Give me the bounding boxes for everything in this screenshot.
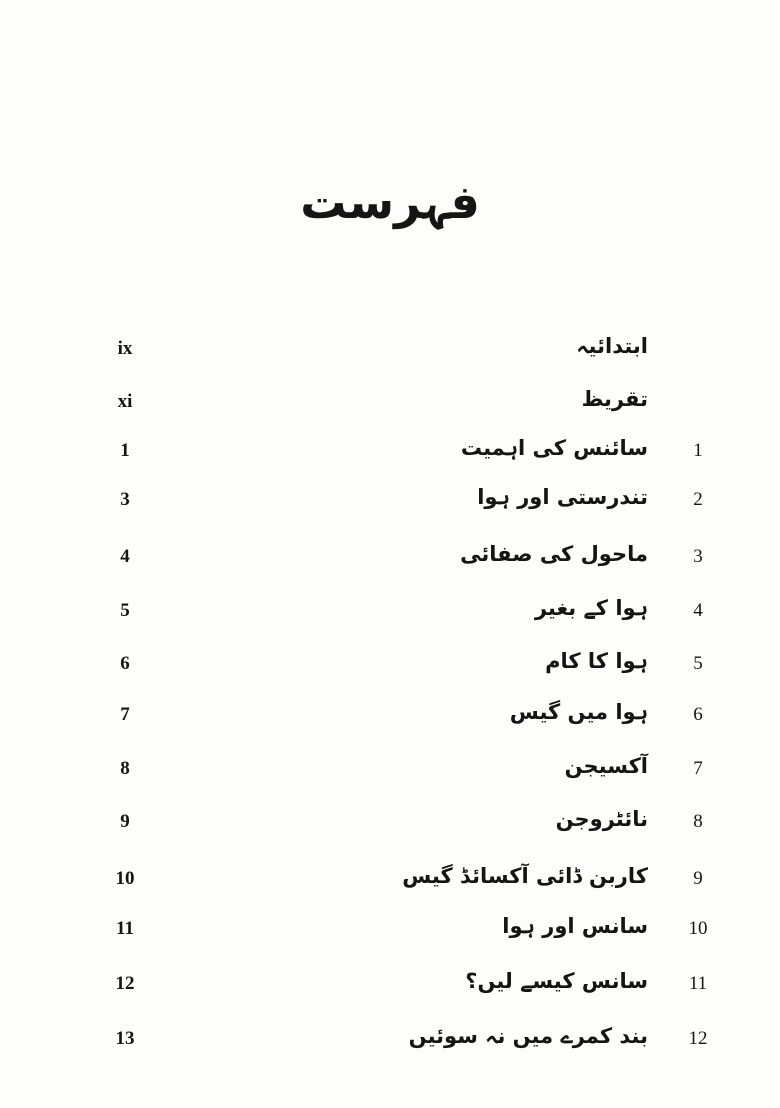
chapter-number: 12 [688, 1028, 708, 1049]
toc-entry [0, 910, 780, 950]
chapter-number: 1 [693, 440, 703, 461]
chapter-title: سانس اور ہوا [502, 914, 648, 938]
page-number: 12 [115, 973, 135, 994]
toc-entry [0, 860, 780, 900]
chapter-number: 5 [693, 653, 703, 674]
chapter-number: 10 [688, 918, 708, 939]
page-number: ix [117, 338, 133, 359]
page-number: xi [117, 391, 133, 412]
toc-entry [0, 432, 780, 472]
chapter-title: سانس کیسے لیں؟ [465, 969, 648, 993]
page-number: 13 [115, 1028, 135, 1049]
page-number: 3 [120, 489, 130, 510]
page-number: 5 [120, 600, 130, 621]
page-number: 6 [120, 653, 130, 674]
toc-entry [0, 383, 780, 423]
chapter-title: تندرستی اور ہوا [477, 485, 648, 509]
toc-entry [0, 750, 780, 790]
page-number: 7 [120, 704, 130, 725]
page-number: 11 [116, 918, 134, 939]
chapter-number: 8 [693, 811, 703, 832]
page-number: 4 [120, 546, 130, 567]
page-number: 10 [115, 868, 135, 889]
toc-entry [0, 696, 780, 736]
chapter-number: 2 [693, 489, 703, 510]
chapter-title: سائنس کی اہمیت [460, 436, 648, 460]
chapter-number: 3 [693, 546, 703, 567]
chapter-number: 7 [693, 758, 703, 779]
chapter-title: تقریظ [581, 387, 648, 411]
toc-entry [0, 481, 780, 521]
chapter-title: بند کمرے میں نہ سوئیں [408, 1024, 648, 1048]
page-title: فہرست [300, 175, 480, 229]
chapter-title: آکسیجن [564, 754, 648, 778]
chapter-title: ابتدائیہ [576, 334, 648, 358]
toc-entry [0, 538, 780, 578]
toc-entry [0, 645, 780, 685]
toc-entry [0, 592, 780, 632]
chapter-title: نائٹروجن [555, 807, 648, 831]
toc-entry [0, 330, 780, 370]
toc-entry [0, 965, 780, 1005]
page-number: 1 [120, 440, 130, 461]
chapter-title: ماحول کی صفائی [460, 542, 648, 566]
toc-entry [0, 803, 780, 843]
chapter-number: 9 [693, 868, 703, 889]
chapter-title: ہوا میں گیس [509, 700, 648, 724]
chapter-title: ہوا کا کام [545, 649, 648, 673]
page-number: 8 [120, 758, 130, 779]
chapter-title: کاربن ڈائی آکسائڈ گیس [402, 864, 648, 888]
chapter-number: 4 [693, 600, 703, 621]
chapter-number: 6 [693, 704, 703, 725]
toc-entry [0, 1020, 780, 1060]
chapter-number: 11 [688, 973, 708, 994]
chapter-title: ہوا کے بغیر [534, 596, 648, 620]
page-number: 9 [120, 811, 130, 832]
